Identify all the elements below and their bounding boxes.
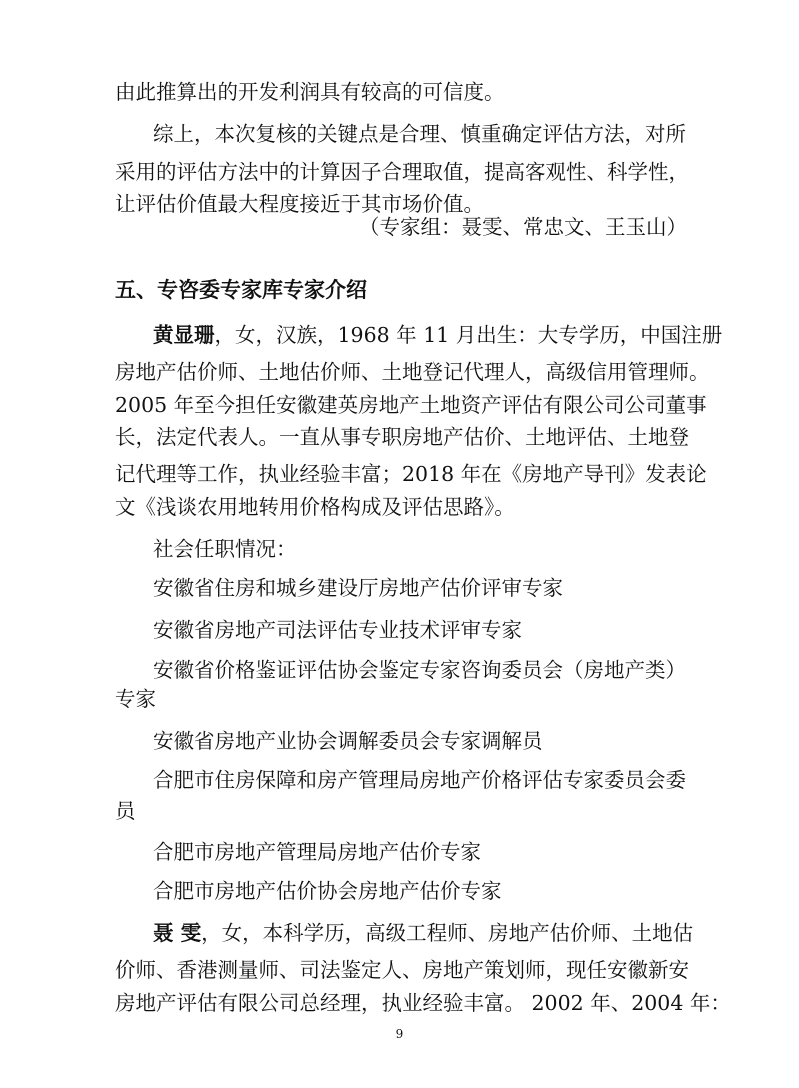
list-item: 安徽省房地产司法评估专业技术评审专家 (153, 618, 522, 642)
list-item-continuation: 员 (115, 799, 136, 823)
expert-name: 聂 雯 (153, 921, 202, 945)
list-item: 合肥市房地产管理局房地产估价专家 (153, 840, 481, 864)
body-text-line: 房地产评估有限公司总经理，执业经验丰富。 2002 年、2004 年： (115, 991, 731, 1015)
list-item: 合肥市住房保障和房产管理局房地产价格评估专家委员会委 (153, 768, 686, 792)
expert-name: 黄显珊 (153, 323, 215, 347)
body-text-line: 由此推算出的开发利润具有较高的可信度。 (115, 80, 505, 104)
social-positions-label: 社会任职情况： (153, 537, 297, 561)
body-text-line: 记代理等工作，执业经验丰富；2018 年在《房地产导刊》发表论 (115, 462, 707, 486)
body-text-line: 房地产估价师、土地估价师、土地登记代理人，高级信用管理师。 (115, 360, 710, 384)
body-text-line: 文《浅谈农用地转用价格构成及评估思路》。 (115, 495, 515, 519)
body-text-line: 采用的评估方法中的计算因子合理取值，提高客观性、科学性， (115, 160, 689, 184)
body-text-line: 综上，本次复核的关键点是合理、慎重确定评估方法，对所 (153, 122, 686, 146)
body-text-line: 价师、香港测量师、司法鉴定人、房地产策划师，现任安徽新安 (115, 958, 689, 982)
expert-group-signature: （专家组：聂雯、常忠文、王玉山） (359, 215, 687, 239)
body-text-line: 长，法定代表人。一直从事专职房地产估价、土地评估、土地登 (115, 425, 689, 449)
page-number: 9 (395, 1027, 404, 1041)
body-text: ，女，汉族，1968 年 11 月出生：大专学历，中国注册 (214, 323, 723, 347)
body-text-line: 让评估价值最大程度接近于其市场价值。 (115, 192, 484, 216)
body-text: ，女，本科学历，高级工程师、房地产估价师、土地估 (201, 921, 694, 945)
expert-intro-paragraph-start (153, 919, 693, 947)
body-text-line: 2005 年至今担任安徽建英房地产土地资产评估有限公司公司董事 (115, 393, 707, 417)
section-heading: 五、专咨委专家库专家介绍 (115, 278, 367, 302)
list-item: 合肥市房地产估价协会房地产估价专家 (153, 879, 502, 903)
list-item-continuation: 专家 (115, 687, 156, 711)
list-item: 安徽省房地产业协会调解委员会专家调解员 (153, 729, 543, 753)
list-item: 安徽省价格鉴证评估协会鉴定专家咨询委员会（房地产类） (153, 658, 686, 682)
list-item: 安徽省住房和城乡建设厅房地产估价评审专家 (153, 576, 563, 600)
expert-intro-paragraph-start (153, 321, 722, 349)
